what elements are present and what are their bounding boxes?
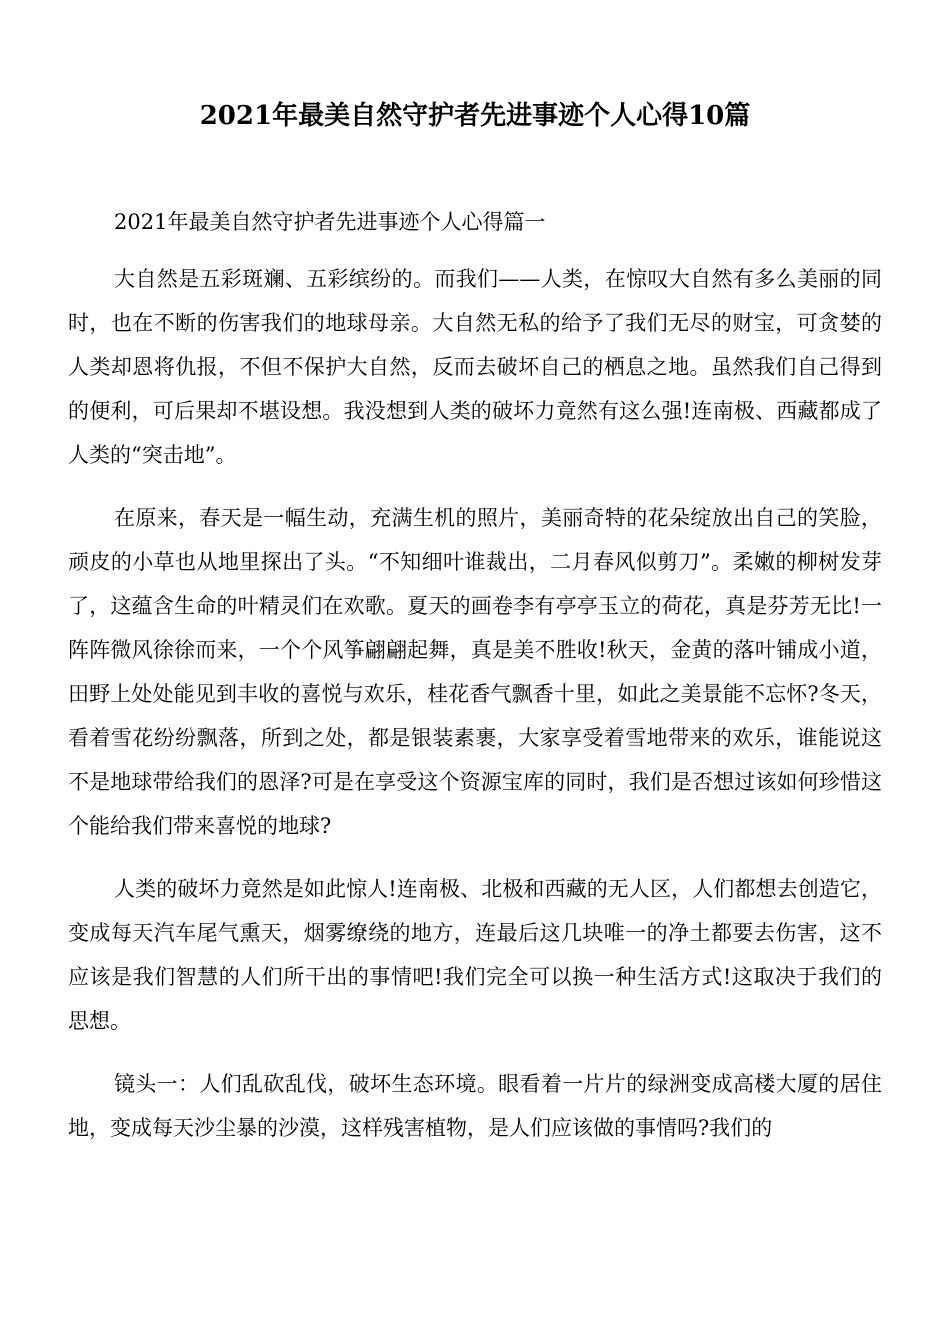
paragraph: 大自然是五彩斑斓、五彩缤纷的。而我们——人类，在惊叹大自然有多么美丽的同时，也在不断的伤害我们的地球母亲。大自然无私的给予了我们无尽的财宝，可贪婪的人类却恩将仇报，不但不保护大自然，反而去破坏自己的栖息之地。虽然我们自己得到的便利，可后果却不堪设想。我没想到人类的破坏力竟然有这么强!连南极、西藏都成了人类的“突击地”。 bbox=[68, 267, 882, 467]
paragraph: 在原来，春天是一幅生动，充满生机的照片，美丽奇特的花朵绽放出自己的笑脸，顽皮的小草也从地里探出了头。“不知细叶谁裁出，二月春风似剪刀”。柔嫩的柳树发芽了，这蕴含生命的叶精灵们在欢歌。夏天的画卷李有亭亭玉立的荷花，真是芬芳无比!一阵阵微风徐徐而来，一个个风筝翩翩起舞，真是美不胜收!秋天，金黄的落叶铺成小道，田野上处处能见到丰收的喜悦与欢乐，桂花香气飘香十里，如此之美景能不忘怀?冬天，看着雪花纷纷飘落，所到之处，都是银装素裹，大家享受着雪地带来的欢乐，谁能说这不是地球带给我们的恩泽?可是在享受这个资源宝库的同时，我们是否想过该如何珍惜这个能给我们带来喜悦的地球? bbox=[68, 506, 882, 838]
paragraph: 镜头一：人们乱砍乱伐，破坏生态环境。眼看着一片片的绿洲变成高楼大厦的居住地，变成每天沙尘暴的沙漠，这样残害植物，是人们应该做的事情吗?我们的 bbox=[68, 1072, 882, 1140]
document-body bbox=[68, 206, 882, 1169]
section-subtitle: 2021年最美自然守护者先进事迹个人心得篇一 bbox=[114, 210, 546, 234]
paragraph: 人类的破坏力竟然是如此惊人!连南极、北极和西藏的无人区，人们都想去创造它，变成每天汽车尾气熏天，烟雾缭绕的地方，连最后这几块唯一的净土都要去伤害，这不应该是我们智慧的人们所干出的事情吧!我们完全可以换一种生活方式!这取决于我们的思想。 bbox=[68, 877, 882, 1033]
document-title: 2021年最美自然守护者先进事迹个人心得10篇 bbox=[199, 101, 751, 131]
